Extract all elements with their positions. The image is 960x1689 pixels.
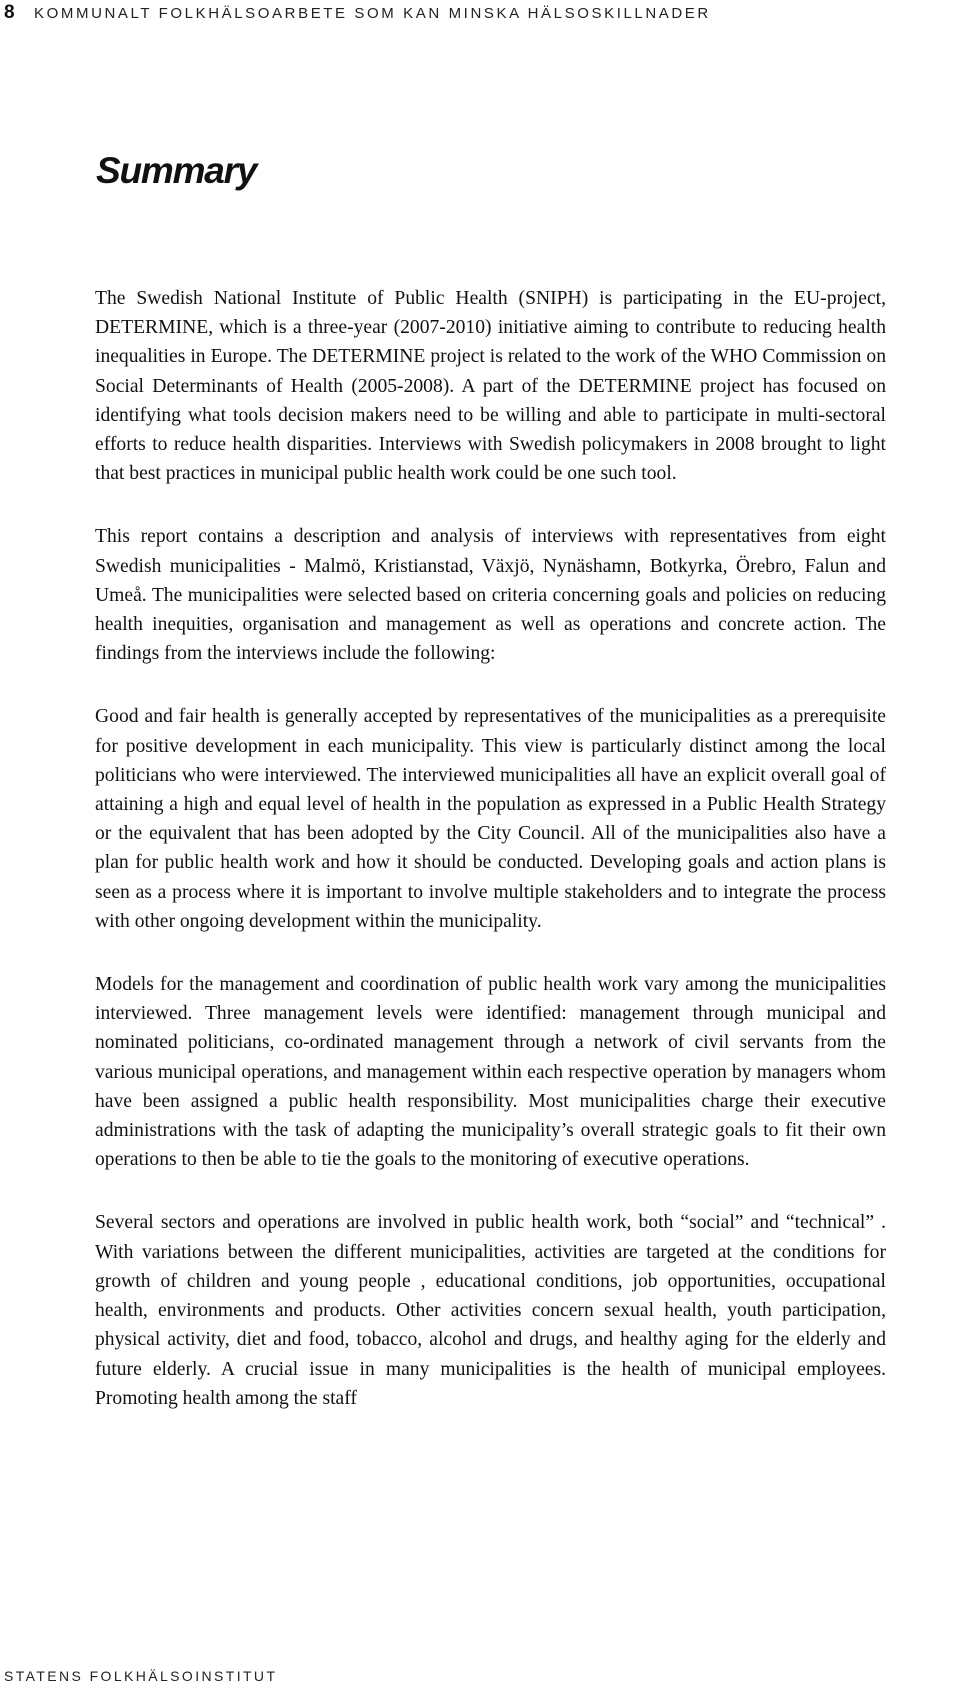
summary-body (95, 284, 886, 1447)
paragraph: Models for the management and coordination of public health work vary among the municipalities interviewed. Three management levels were identified: management through municipal and nominated politicians, co-ordinated management through a network of civil servants from the various municipal operations, and management within each respective operation by managers whom have been assigned a public health responsibility. Most municipalities charge their executive administrations with the task of adapting the municipality’s overall strategic goals to fit their own operations to then be able to tie the goals to the monitoring of executive operations. (95, 974, 886, 1171)
page-number: 8 (4, 2, 15, 23)
paragraph: The Swedish National Institute of Public Health (SNIPH) is participating in the EU-project, DETERMINE, which is a three-year (2007-2010) initiative aiming to contribute to reducing health inequalities in Europe. The DETERMINE project is related to the work of the WHO Commission on Social Determinants of Health (2005-2008). A part of the DETERMINE project has focused on identifying what tools decision makers need to be willing and able to participate in multi-sectoral efforts to reduce health disparities. Interviews with Swedish policymakers in 2008 brought to light that best practices in municipal public health work could be one such tool. (95, 288, 886, 485)
page-footer: STATENS FOLKHÄLSOINSTITUT (4, 1668, 278, 1684)
page-title: Summary (96, 150, 257, 191)
paragraph: This report contains a description and analysis of interviews with representatives from eight Swedish municipalities - Malmö, Kristianstad, Växjö, Nynäshamn, Botkyrka, Örebro, Falun and Umeå. The municipalities were selected based on criteria concerning goals and policies on reducing health inequities, organisation and management as well as operations and concrete action. The findings from the interviews include the following: (95, 526, 886, 665)
paragraph: Several sectors and operations are involved in public health work, both “social” and “technical” . With variations between the different municipalities, activities are targeted at the conditions for growth of children and young people , educational conditions, job opportunities, occupational health, environments and products. Other activities concern sexual health, youth participation, physical activity, diet and food, tobacco, alcohol and drugs, and healthy aging for the elderly and future elderly. A crucial issue in many municipalities is the health of municipal employees. Promoting health among the staff (95, 1212, 886, 1409)
paragraph: Good and fair health is generally accepted by representatives of the municipalities as a prerequisite for positive development in each municipality. This view is particularly distinct among the local politicians who were interviewed. The interviewed municipalities all have an explicit overall goal of attaining a high and equal level of health in the population as expressed in a Public Health Strategy or the equivalent that has been adopted by the City Council. All of the municipalities also have a plan for public health work and how it should be conducted. Developing goals and action plans is seen as a process where it is important to involve multiple stakeholders and to integrate the process with other ongoing development within the municipality. (95, 706, 886, 932)
page-header (0, 0, 711, 26)
running-title: KOMMUNALT FOLKHÄLSOARBETE SOM KAN MINSKA HÄLSOSKILLNADER (34, 4, 711, 22)
